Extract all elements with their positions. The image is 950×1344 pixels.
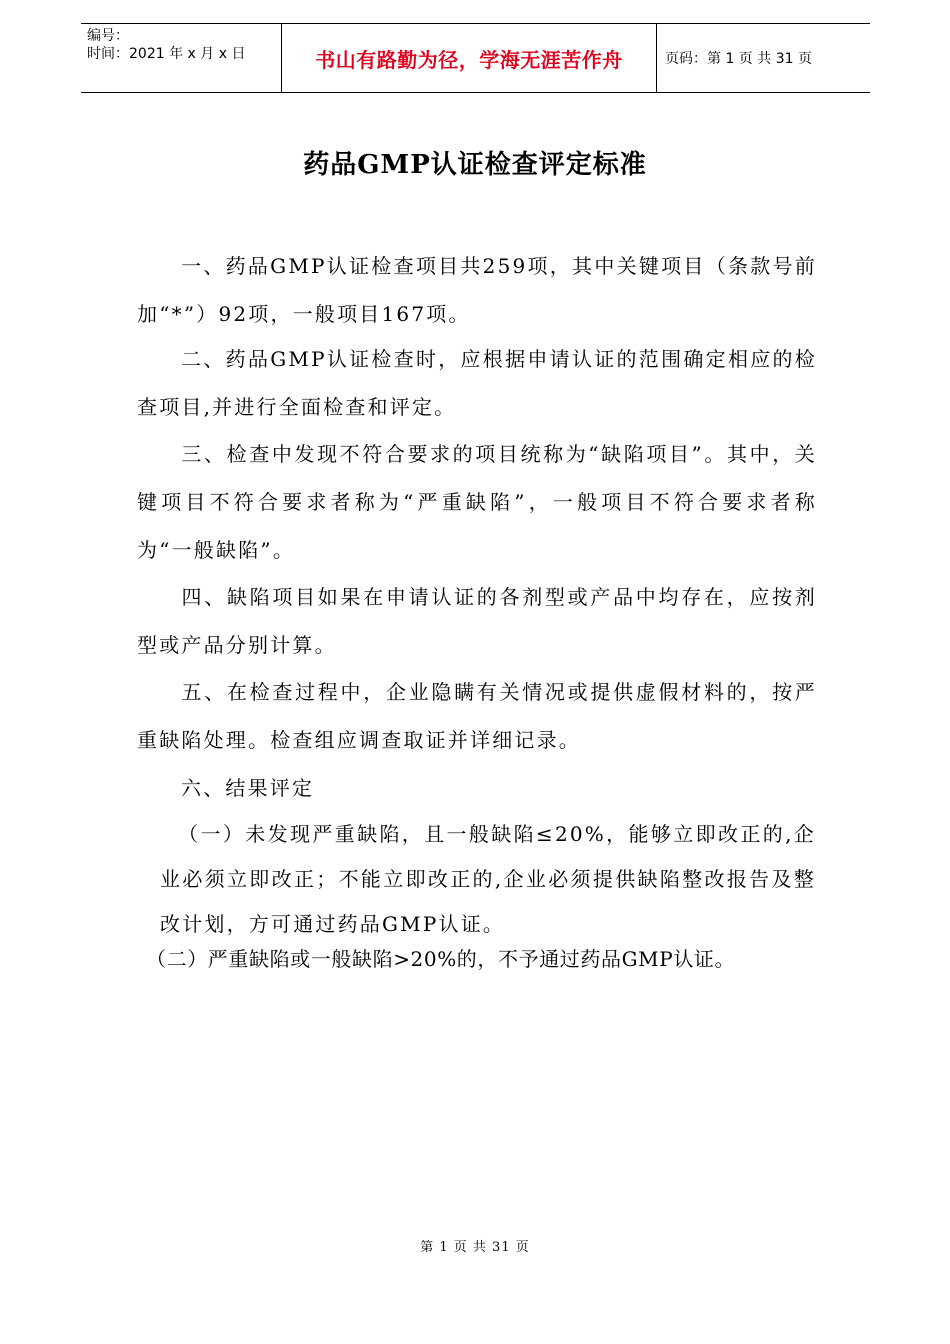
result-item-2: （二）严重缺陷或一般缺陷>20%的，不予通过药品GMP认证。 bbox=[146, 947, 736, 971]
paragraph-3 bbox=[137, 430, 817, 574]
paragraph-3-text: 三、检查中发现不符合要求的项目统称为“缺陷项目”。其中，关键项目不符合要求者称为“严重缺陷”，一般项目不符合要求者称为“一般缺陷”。 bbox=[137, 442, 817, 562]
paragraph-5-text: 五、在检查过程中，企业隐瞒有关情况或提供虚假材料的，按严重缺陷处理。检查组应调查取证并详细记录。 bbox=[137, 680, 817, 752]
paragraph-2 bbox=[137, 335, 817, 431]
document-title: 药品GMP认证检查评定标准 bbox=[303, 150, 647, 180]
result-item-1-text: （一）未发现严重缺陷，且一般缺陷≤20%，能够立即改正的,企业必须立即改正；不能立即改正的,企业必须提供缺陷整改报告及整改计划，方可通过药品GMP认证。 bbox=[160, 822, 816, 936]
paragraph-4 bbox=[137, 573, 817, 669]
result-item-1 bbox=[160, 812, 816, 947]
header-meta bbox=[81, 24, 281, 92]
header-page-info: 页码：第 1 页 共 31 页 bbox=[665, 51, 812, 67]
document-number-label: 编号： bbox=[87, 28, 129, 44]
document-time: 时间：2021 年 x 月 x 日 bbox=[87, 46, 246, 62]
section-heading-text: 六、结果评定 bbox=[181, 776, 315, 800]
paragraph-2-text: 二、药品GMP认证检查时，应根据申请认证的范围确定相应的检查项目,并进行全面检查和评定。 bbox=[137, 347, 817, 419]
page-header bbox=[81, 23, 870, 93]
section-heading-results bbox=[137, 764, 817, 812]
paragraph-1 bbox=[137, 242, 817, 338]
page-footer: 第 1 页 共 31 页 bbox=[420, 1240, 530, 1255]
paragraph-1-text: 一、药品GMP认证检查项目共259项，其中关键项目（条款号前加“*”）92项，一般项目167项。 bbox=[137, 254, 817, 326]
paragraph-4-text: 四、缺陷项目如果在申请认证的各剂型或产品中均存在，应按剂型或产品分别计算。 bbox=[137, 585, 817, 657]
paragraph-5 bbox=[137, 668, 817, 764]
header-motto: 书山有路勤为径，学海无涯苦作舟 bbox=[281, 24, 657, 92]
